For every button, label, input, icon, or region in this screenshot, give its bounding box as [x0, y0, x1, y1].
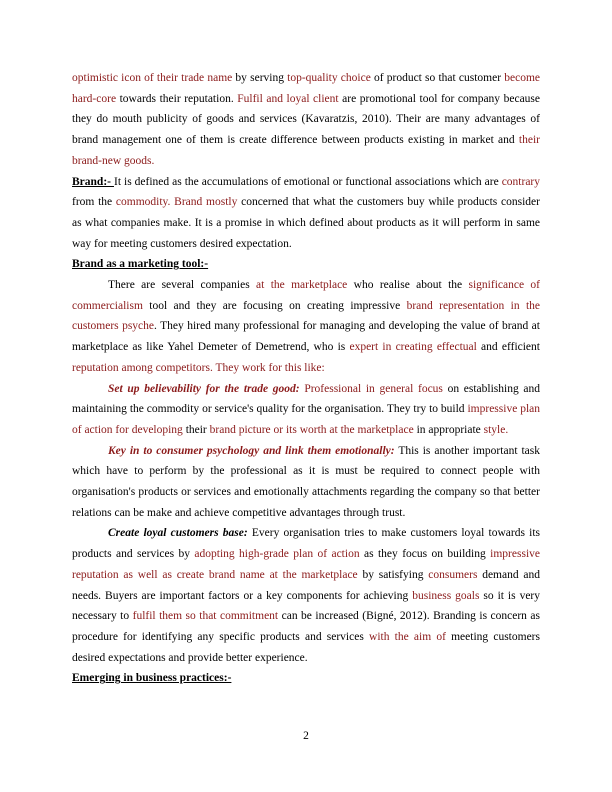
highlighted-phrase: reputation among competitors. They work for this like: [72, 361, 325, 374]
point-title: Create loyal customers base: [108, 527, 248, 540]
highlighted-phrase: business goals [412, 589, 480, 602]
text-run: This is another important task which have to perform by the professional as it is must be required to connect people with organisation's products or services and emotionally attachments regarding the company so that better relations can be make and achieve competitive advantages through trust. [72, 444, 540, 519]
text-run: by satisfying [357, 568, 429, 581]
text-run: from the [72, 196, 116, 209]
text-run: can be increased (Bigné, 2012). Branding is concern as procedure for identifying any specific products and services [72, 610, 540, 643]
highlighted-phrase: expert in creating effectual [349, 341, 477, 354]
text-run: tool and they are focusing on creating impressive [142, 299, 407, 312]
text-run: on establishing and maintaining the commodity or service's quality for the organisation. They try to build [72, 382, 540, 416]
highlighted-phrase: brand representation in the customers psyche [72, 299, 540, 333]
highlighted-phrase: Fulfil and loyal client [237, 92, 339, 105]
highlighted-phrase: their brand-new goods. [72, 134, 540, 167]
text-run: of product so that customer [370, 72, 505, 84]
paragraph-believability [72, 379, 540, 441]
highlighted-phrase: adopting high-grade plan of action [194, 548, 360, 561]
text-run: and efficient [476, 341, 540, 354]
text-run: Every organisation tries to make customers loyal towards its products and services by [72, 527, 540, 561]
highlighted-phrase: at the marketplace [256, 279, 348, 292]
highlighted-phrase: impressive reputation as well as create brand name at the marketplace [72, 548, 540, 581]
brand-label: Brand:- [72, 175, 114, 188]
text-run: are promotional tool for company because they do mouth publicity of goods and services (Kavaratzis, 2010). Their are many advantages of brand management one of them is create difference between products existing in market and [72, 92, 541, 147]
highlighted-phrase: Professional in general focus [304, 382, 443, 395]
paragraph-brand-management [72, 68, 540, 172]
text-run: . They hired many professional for managing and developing the value of brand at marketplace as like Yahel Demeter of Demetrend, who is [72, 320, 540, 354]
text-run: There are several companies [108, 279, 257, 292]
text-run: towards their reputation. [116, 92, 238, 105]
highlighted-phrase: become hard-core [72, 72, 540, 105]
paragraph-loyal-customers [72, 523, 540, 668]
text-run: demand and needs. Buyers are important factors or a key components for achieving [72, 568, 540, 602]
highlighted-phrase: significance of commercialism [72, 279, 540, 312]
text-run: their [182, 423, 210, 436]
highlighted-phrase: consumers [428, 568, 478, 581]
text-run: It is defined as the accumulations of emotional or functional associations which are [113, 175, 502, 188]
text-run: by serving [232, 72, 288, 84]
point-title: Key in to consumer psychology and link them emotionally: [108, 444, 395, 457]
highlighted-phrase: optimistic icon of their trade name [72, 72, 233, 84]
highlighted-phrase: impressive plan of action for developing [72, 403, 540, 436]
highlighted-phrase: contrary [501, 175, 541, 188]
text-run: meeting customers desired expectations and provide better experience. [72, 630, 540, 664]
paragraph-marketing-tool [72, 275, 540, 379]
text-run: who realise about the [347, 279, 469, 292]
section-heading-marketing-tool: Brand as a marketing tool:- [72, 258, 209, 271]
highlighted-phrase: fulfil them so that commitment [132, 610, 279, 623]
point-title: Set up believability for the trade good: [108, 382, 300, 395]
highlighted-phrase: commodity. Brand mostly [115, 196, 238, 209]
text-run: concerned that what the customers buy while products consider as what companies make. It is a promise in which defined about products as it will perform in same way for meeting customers desired expectation. [72, 196, 540, 250]
highlighted-phrase: top-quality choice [287, 72, 371, 84]
highlighted-phrase: with the aim of [369, 630, 446, 643]
page-number: 2 [303, 730, 309, 742]
paragraph-brand-definition [72, 172, 540, 255]
text-run: in appropriate [413, 423, 484, 436]
document-body [72, 68, 540, 689]
highlighted-phrase: brand picture or its worth at the marketplace [209, 423, 414, 436]
highlighted-phrase: style. [483, 423, 509, 436]
text-run: so it is very necessary to [72, 589, 540, 623]
paragraph-consumer-psychology [72, 441, 540, 524]
text-run: as they focus on building [359, 548, 491, 561]
section-heading-emerging-practices: Emerging in business practices:- [72, 672, 232, 685]
